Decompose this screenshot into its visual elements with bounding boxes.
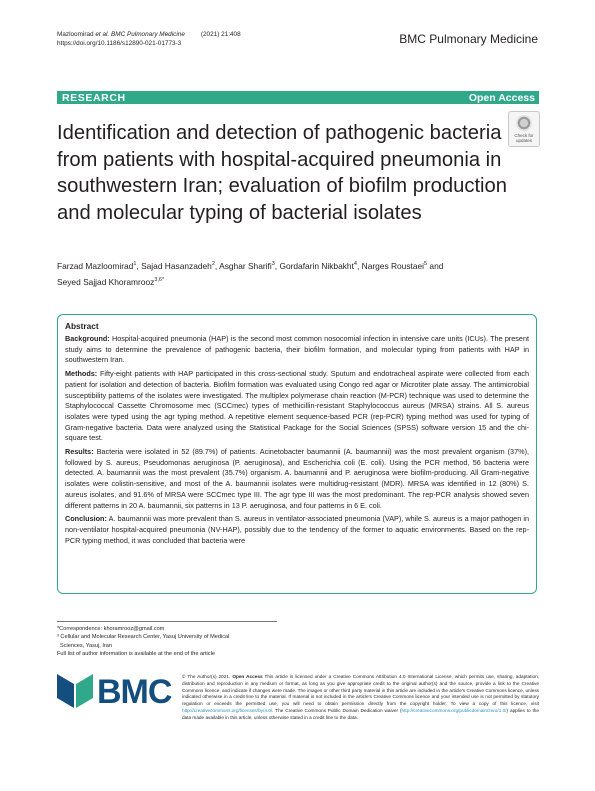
- open-access-label: Open Access: [468, 92, 535, 104]
- citation-authors: Mazloomirad: [57, 31, 94, 38]
- article-type-band: [57, 91, 539, 104]
- affiliation: ³ Cellular and Molecular Research Center, Yasuj University of Medical: [57, 634, 230, 641]
- doi-link[interactable]: https://doi.org/10.1186/s12890-021-01773-3: [57, 40, 182, 47]
- bmc-logo-text: BMC: [97, 673, 172, 711]
- public-domain-link[interactable]: http://creativecommons.org/publicdomain/zero/1.0/: [401, 707, 507, 713]
- abstract-heading: Abstract: [65, 321, 99, 331]
- affiliation-cont: Sciences, Yasuj, Iran: [60, 642, 113, 649]
- check-for-updates-icon: [516, 115, 532, 131]
- abstract-conclusion: Conclusion: A. baumannii was more prevalent than S. aureus in ventilator-associated pneumonia (VAP), while S. aureus is a major pathogen in non-ventilator hospital-acquired pneumonia (NV-HAP), possibly due to the tendency of the former to aquatic environments. Based on the rep-PCR typing method, it was concluded that bacteria were: [65, 514, 529, 545]
- author[interactable]: Seyed Sajjad Khoramrooz$^{3,6*}$: [57, 276, 165, 287]
- author[interactable]: Sajad Hasanzadeh$^2$: [141, 260, 215, 271]
- journal-name: BMC Pulmonary Medicine: [399, 32, 538, 46]
- footnotes: [57, 621, 277, 658]
- check-for-updates-label: Check for updates: [514, 133, 534, 143]
- license-text: © The Author(s) 2021. Open Access This article is licensed under a Creative Commons Attribution 4.0 International License, which permits use, sharing, adaptation, distribution and reproduction in any medium or format, as long as you give appropriate credit to the original author(s) and the source, provide a link to the Creative Commons licence, and indicate if changes were made. The images or other third party material in this article are included in the article's Creative Commons licence, unless indicated otherwise in a credit line to the material. If material is not included in the article's Creative Commons licence and your intended use is not permitted by statutory regulation or exceeds the permitted use, you will need to obtain permission directly from the copyright holder. To view a copy of this licence, visit http://creativecommons.org/licenses/by/4.0/. The Creative Commons Public Domain Dedication waiver (http://creativecommons.org/publicdomain/zero/1.0/) applies to the data made available in this article, unless otherwise stated in a credit line to the data.: [182, 674, 540, 720]
- bmc-logo-icon: [57, 674, 93, 708]
- license-link[interactable]: http://creativecommons.org/licenses/by/4.0/: [182, 707, 273, 713]
- abstract-box: [57, 314, 537, 594]
- citation-journal: et al. BMC Pulmonary Medicine: [95, 31, 185, 38]
- author[interactable]: Asghar Sharifi$^3$: [219, 260, 275, 271]
- article-title: Identification and detection of pathogenic bacteria from patients with hospital-acquired pneumonia in southwestern Iran; evaluation of biofilm production and molecular typing of bacterial isolates: [57, 122, 507, 224]
- author[interactable]: Farzad Mazloomirad$^1$: [57, 260, 137, 271]
- check-for-updates-button[interactable]: [508, 111, 540, 147]
- bmc-logo[interactable]: [57, 674, 177, 714]
- abstract-methods: Methods: Fifty-eight patients with HAP participated in this cross-sectional study. Sputum and endotracheal aspirate were collected from each patient for isolation and detection of bacteria. Biofilm formation was evaluated using Congo red agar or Microtiter plate assay. The antimicrobial susceptibility patterns of the isolates were investigated. The multiplex polymerase chain reaction (M-PCR) technique was used to determine the Staphylococcal Cassette Chromosome mec (SCCmec) types of methicillin-resistant Staphylococcus aureus (MRSA) strains. All S. aureus isolates were typed using the agr typing method. A repetitive element sequence-based PCR (rep-PCR) typing method was used for typing of Gram-negative bacteria. Data were analyzed using the Statistical Package for the Social Sciences (SPSS) software version 15 and the chi-square test.: [65, 369, 530, 443]
- citation-header: [57, 30, 241, 48]
- abstract-background: Background: Hospital-acquired pneumonia (HAP) is the second most common nosocomial infection in intensive care units (ICUs). The present study aims to determine the prevalence of pathogenic bacteria, their biofilm formation, and molecular typing from patients with HAP in southwestern Iran.: [65, 334, 529, 365]
- author[interactable]: Gordafarin Nikbakht$^4$: [279, 260, 357, 271]
- article-type-label: RESEARCH: [62, 92, 126, 104]
- author[interactable]: Narges Roustaei$^5$: [361, 260, 428, 271]
- author-list: Farzad Mazloomirad$^1$, Sajad Hasanzadeh$^2$, Asghar Sharifi$^3$, Gordafarin Nikbakht$^4$, Narges Roustaei$^5$ and Seyed Sajjad Khoramrooz$^{3,6*}$: [57, 260, 444, 287]
- full-list-note: Full list of author information is available at the end of the article: [57, 650, 215, 657]
- abstract-results: Results: Bacteria were isolated in 52 (89.7%) of patients. Acinetobacter baumannii (A. baumannii) was the most prevalent organism (37%), followed by S. aureus, Pseudomonas aeruginosa (P. aeruginosa), and Escherichia coli (E. coli). Using the PCR method, 56 bacteria were detected. A. baumannii was the most prevalent (35.7%) organism. A. baumannii and P. aeruginosa were biofilm-producing. All Gram-negative isolates were colistin-sensitive, and most of the A. baumannii isolates were multidrug-resistant (MDR). MRSA was identified in 12 (80%) S. aureus isolates, and 91.6% of MRSA were SCCmec type III. The agr type III was the most predominant. The rep-PCR analysis showed seven different patterns in 20 A. baumannii, six patterns in 13 P. aeruginosa, and four patterns in 6 E. coli.: [65, 447, 529, 510]
- authors-and: and: [429, 260, 444, 271]
- correspondence-email[interactable]: *Correspondence: khoramrooz@gmail.com: [57, 626, 165, 632]
- citation-year: (2021) 21:408: [200, 31, 241, 38]
